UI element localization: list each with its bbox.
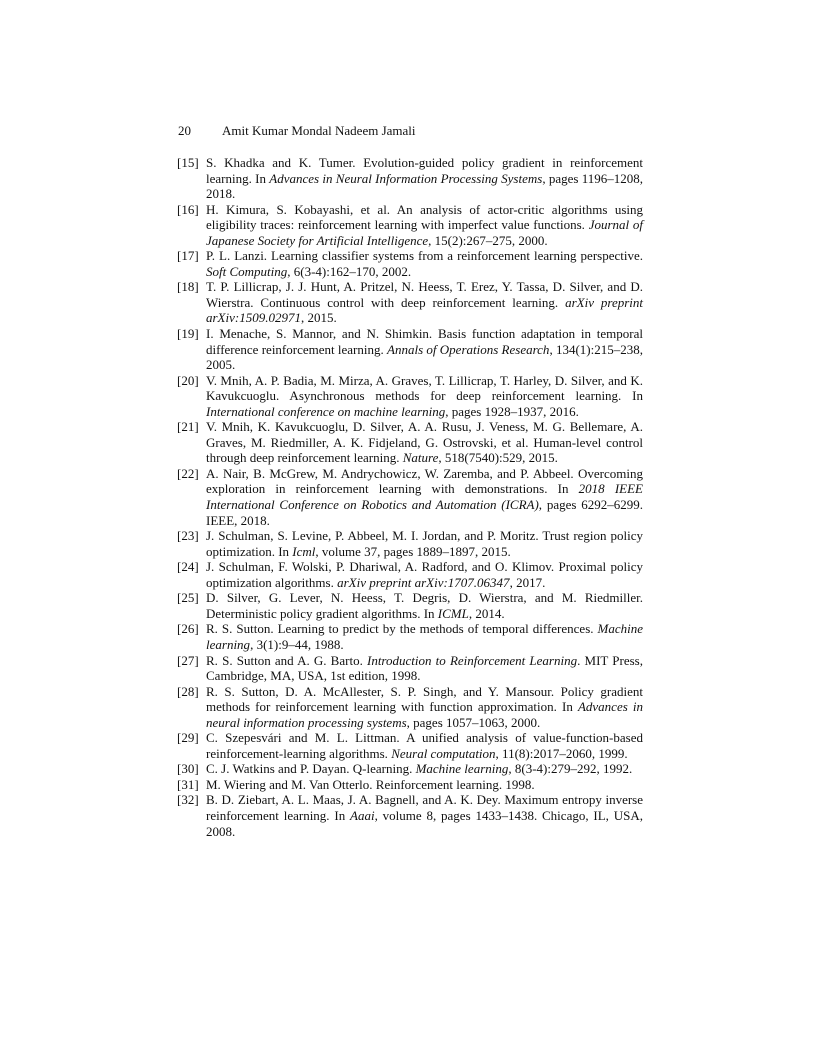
running-header-authors: Amit Kumar Mondal Nadeem Jamali <box>222 123 416 138</box>
reference-number: [19] <box>177 326 199 342</box>
reference-details: , 8(3-4):279–292, 1992. <box>508 761 633 777</box>
reference-venue: International conference on machine learning <box>206 403 446 419</box>
reference-number: [32] <box>177 792 199 808</box>
reference-item <box>177 653 643 684</box>
reference-venue: Advances in Neural Information Processing Systems <box>269 170 543 186</box>
reference-venue: Journal of Japanese Society for Artificial Intelligence <box>206 217 643 248</box>
reference-venue: Annals of Operations Research <box>387 341 550 357</box>
reference-venue: Neural computation <box>391 745 496 761</box>
reference-text: D. Silver, G. Lever, N. Heess, T. Degris, D. Wierstra, and M. Riedmiller. Deterministic policy gradient algorithms. In <box>206 590 643 621</box>
reference-venue: Machine learning <box>415 761 509 777</box>
reference-venue: arXiv preprint arXiv:1707.06347 <box>337 574 510 590</box>
reference-details: , 15(2):267–275, 2000. <box>428 232 548 248</box>
reference-text: J. Schulman, S. Levine, P. Abbeel, M. I. Jordan, and P. Moritz. Trust region policy optimization. In <box>206 528 643 559</box>
reference-venue: arXiv preprint arXiv:1509.02971 <box>206 294 644 326</box>
reference-number: [24] <box>177 559 199 575</box>
reference-item <box>177 792 643 839</box>
reference-details: , pages 6292–6299. IEEE, 2018. <box>206 497 643 528</box>
reference-venue: Icml <box>292 543 316 559</box>
page-number: 20 <box>178 123 191 138</box>
reference-text: C. J. Watkins and P. Dayan. Q-learning. <box>206 761 416 777</box>
reference-text: H. Kimura, S. Kobayashi, et al. An analysis of actor-critic algorithms using eligibility traces: reinforcement learning with imperfect value functions. <box>206 201 643 233</box>
reference-details: . MIT Press, Cambridge, MA, USA, 1st edition, 1998. <box>206 652 643 684</box>
reference-venue: Aaai <box>350 807 375 823</box>
reference-text: P. L. Lanzi. Learning classifier systems from a reinforcement learning perspective. <box>206 248 643 264</box>
reference-item <box>177 684 643 731</box>
reference-item <box>177 373 643 420</box>
reference-number: [31] <box>177 776 199 792</box>
reference-number: [17] <box>177 248 199 264</box>
reference-number: [28] <box>177 683 199 699</box>
reference-details: , pages 1928–1937, 2016. <box>445 403 579 419</box>
reference-venue: Advances in neural information processing systems <box>206 699 644 730</box>
reference-text: C. Szepesvári and M. L. Littman. A unified analysis of value-function-based reinforcement-learning algorithms. <box>206 730 643 761</box>
reference-details: , 2015. <box>300 310 337 326</box>
reference-details: , volume 37, pages 1889–1897, 2015. <box>315 543 511 559</box>
reference-text: B. D. Ziebart, A. L. Maas, J. A. Bagnell, and A. K. Dey. Maximum entropy inverse reinforcement learning. In <box>206 792 643 823</box>
reference-number: [30] <box>177 761 199 777</box>
reference-item <box>177 559 643 590</box>
reference-details: , 2014. <box>468 605 505 621</box>
running-header <box>178 123 416 139</box>
reference-text: R. S. Sutton. Learning to predict by the methods of temporal differences. <box>206 621 598 637</box>
reference-number: [21] <box>177 419 199 435</box>
reference-number: [15] <box>177 155 199 170</box>
reference-item <box>177 761 643 777</box>
reference-details: , 2017. <box>509 574 546 590</box>
reference-item <box>177 621 643 652</box>
reference-item <box>177 730 643 761</box>
reference-text: S. Khadka and K. Tumer. Evolution-guided policy gradient in reinforcement learning. In <box>206 155 643 186</box>
reference-details: , volume 8, pages 1433–1438. Chicago, IL, USA, 2008. <box>206 807 643 839</box>
reference-item <box>177 777 643 793</box>
reference-number: [16] <box>177 201 199 217</box>
reference-item <box>177 202 643 249</box>
reference-item <box>177 279 643 326</box>
reference-venue: 2018 IEEE International Conference on Robotics and Automation (ICRA) <box>206 481 643 513</box>
reference-number: [26] <box>177 621 199 637</box>
reference-text: I. Menache, S. Mannor, and N. Shimkin. Basis function adaptation in temporal difference reinforcement learning. <box>206 326 643 357</box>
reference-venue: Soft Computing <box>206 263 288 279</box>
reference-text: J. Schulman, F. Wolski, P. Dhariwal, A. Radford, and O. Klimov. Proximal policy optimization algorithms. <box>206 559 643 590</box>
reference-number: [22] <box>177 465 199 481</box>
reference-text: R. S. Sutton and A. G. Barto. <box>206 652 367 668</box>
reference-details: , 134(1):215–238, 2005. <box>206 341 643 373</box>
reference-details: , 3(1):9–44, 1988. <box>250 636 344 652</box>
reference-text: A. Nair, B. McGrew, M. Andrychowicz, W. Zaremba, and P. Abbeel. Overcoming exploration in reinforcement learning with demonstrations. In <box>206 465 643 497</box>
reference-text: V. Mnih, A. P. Badia, M. Mirza, A. Graves, T. Lillicrap, T. Harley, D. Silver, and K. Kavukcuoglu. Asynchronous methods for deep reinforcement learning. In <box>206 372 643 404</box>
reference-item <box>177 528 643 559</box>
reference-venue: Nature <box>402 450 439 466</box>
reference-venue: Introduction to Reinforcement Learning <box>366 652 578 668</box>
reference-details: , pages 1057–1063, 2000. <box>406 714 541 730</box>
reference-number: [18] <box>177 279 199 295</box>
reference-number: [27] <box>177 652 199 668</box>
reference-item <box>177 155 643 202</box>
reference-details: , pages 1196–1208, 2018. <box>206 170 644 202</box>
reference-text: V. Mnih, K. Kavukcuoglu, D. Silver, A. A. Rusu, J. Veness, M. G. Bellemare, A. Graves, M. Riedmiller, A. K. Fidjeland, G. Ostrovski, et al. Human-level control through deep reinforcement learning. <box>206 419 643 466</box>
reference-details: , 11(8):2017–2060, 1999. <box>495 745 628 761</box>
reference-details: , 6(3-4):162–170, 2002. <box>287 263 412 279</box>
reference-item <box>177 466 643 528</box>
reference-number: [23] <box>177 528 199 544</box>
reference-number: [25] <box>177 590 199 606</box>
reference-number: [20] <box>177 372 199 388</box>
reference-details: , 518(7540):529, 2015. <box>438 450 558 466</box>
reference-text: T. P. Lillicrap, J. J. Hunt, A. Pritzel, N. Heess, T. Erez, Y. Tassa, D. Silver, and D. Wierstra. Continuous control with deep reinforcement learning. <box>206 279 643 310</box>
reference-text: M. Wiering and M. Van Otterlo. Reinforcement learning. 1998. <box>206 776 535 792</box>
reference-number: [29] <box>177 730 199 746</box>
reference-venue: Machine learning <box>206 621 643 652</box>
reference-item <box>177 326 643 373</box>
reference-list <box>177 155 643 839</box>
reference-item <box>177 419 643 466</box>
reference-text: R. S. Sutton, D. A. McAllester, S. P. Singh, and Y. Mansour. Policy gradient methods for reinforcement learning with function approximation. In <box>206 683 643 715</box>
reference-item <box>177 590 643 621</box>
reference-venue: ICML <box>437 605 469 621</box>
reference-item <box>177 248 643 279</box>
